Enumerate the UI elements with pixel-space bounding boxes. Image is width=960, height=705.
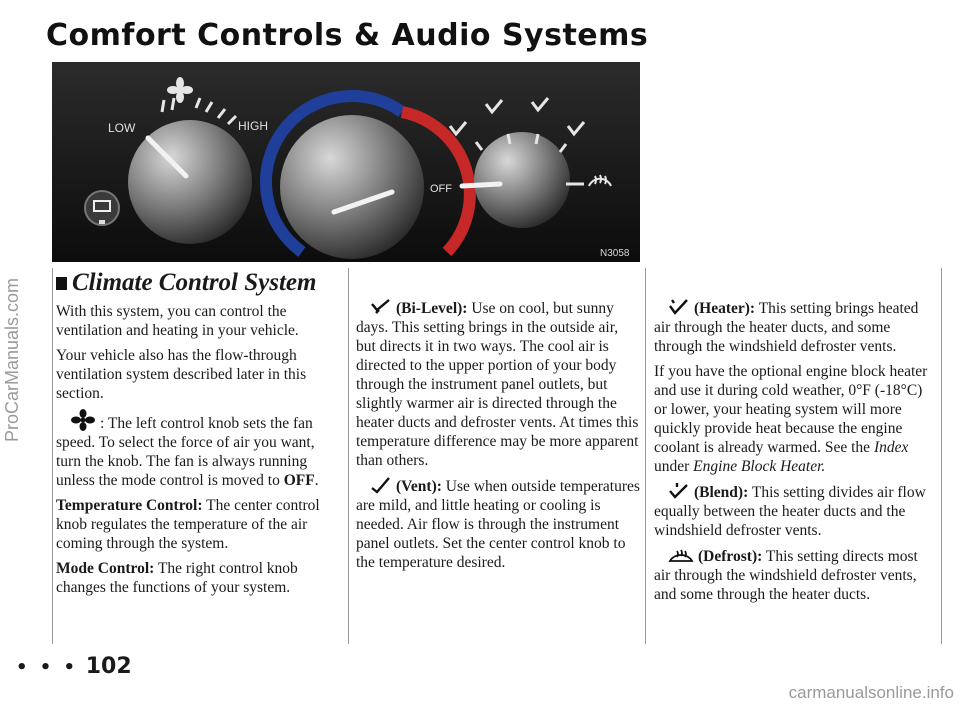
column-3 [654,298,936,610]
column-divider-2 [348,268,349,644]
column-divider-3 [645,268,646,644]
section-title-text: Climate Control System [72,269,317,296]
fan-paragraph-end: . [314,472,319,489]
flow-through-paragraph: Your vehicle also has the flow-through ventilation system described later in this section. [56,347,307,402]
mode-control-text: The right control knob changes the functions of your system. [56,560,298,596]
fan-icon [70,409,96,431]
watermark-bottom: carmanualsonline.info [788,683,954,702]
bilevel-text: Use on cool, but sunny days. This setting brings in the outside air, but directs it in two ways. The cool air is directed to the upper portion of your body through the instrument panel outlets, but slightly warmer air is directed through the heater ducts and defroster vents. At times this temperature difference may be more apparent than others. [356,300,639,469]
photo-code: N3058 [600,248,630,259]
column-divider-4 [941,268,942,644]
column-1 [56,268,338,603]
heater-text: This setting brings heated air through the heater ducts, and some through the windshield defroster vents. [654,300,919,355]
temperature-control-term: Temperature Control: [56,497,203,514]
fan-low-label: LOW [108,121,136,135]
defrost-text: This setting directs most air through the windshield defroster vents, and some through the heater ducts. [654,548,918,603]
page-header-title: Comfort Controls & Audio Systems [46,18,649,53]
blend-paragraph [654,482,936,540]
watermark-left: ProCarManuals.com [2,277,22,443]
vent-paragraph [356,476,640,572]
footer-dots: • • • [16,657,79,678]
bilevel-paragraph [356,298,640,470]
page-number: 102 [85,654,132,679]
intro-paragraph: With this system, you can control the ventilation and heating in your vehicle. [56,303,299,339]
climate-control-photo [52,62,640,262]
section-bullet-icon [56,277,67,290]
control-panel-illustration [52,62,640,262]
fan-high-label: HIGH [238,119,268,133]
mode-off-label: OFF [430,183,452,195]
rear-defrost-button-photo [85,191,119,225]
engine-block-heater-ref: Engine Block Heater. [693,458,826,475]
bilevel-term: (Bi-Level): [396,300,468,317]
defrost-term: (Defrost): [698,548,763,565]
blend-icon [668,482,690,500]
mode-control-term: Mode Control: [56,560,155,577]
temperature-control-text: The center control knob regulates the temperature of the air coming through the system. [56,497,320,552]
vent-text: Use when outside temperatures are mild, and little heating or cooling is needed. Air flow is through the instrument panel outlets. Set the center control knob to the temperature desired. [356,478,640,571]
heater-paragraph [654,298,936,356]
column-divider-1 [52,268,53,644]
heater-icon [668,298,690,316]
off-term: OFF [283,472,315,489]
bilevel-icon [370,298,392,316]
column-2 [356,298,640,578]
fan-paragraph [56,409,338,490]
defrost-icon [668,546,694,564]
defrost-paragraph [654,546,936,604]
vent-icon [370,476,392,494]
fan-paragraph-text: : The left control knob sets the fan speed. To select the force of air you want, turn the knob. The fan is always running unless the mode control is moved to [56,415,315,489]
block-heater-text: If you have the optional engine block heater and use it during cold weather, 0°F (-18°C) or lower, your heating system will more quickly provide heat because the engine coolant is already warmed. See the [654,363,928,456]
section-title [56,268,338,298]
temperature-control-paragraph [56,496,338,553]
temperature-knob [280,115,424,259]
page-footer [16,654,132,679]
block-heater-paragraph [654,362,936,476]
heater-term: (Heater): [694,300,756,317]
mode-knob [474,132,570,228]
block-heater-under: under [654,458,694,475]
index-ref: Index [873,439,909,456]
mode-control-paragraph [56,559,338,597]
blend-term: (Blend): [694,484,749,501]
vent-term: (Vent): [396,478,442,495]
blend-text: This setting divides air flow equally between the heater ducts and the windshield defroster vents. [654,484,926,539]
